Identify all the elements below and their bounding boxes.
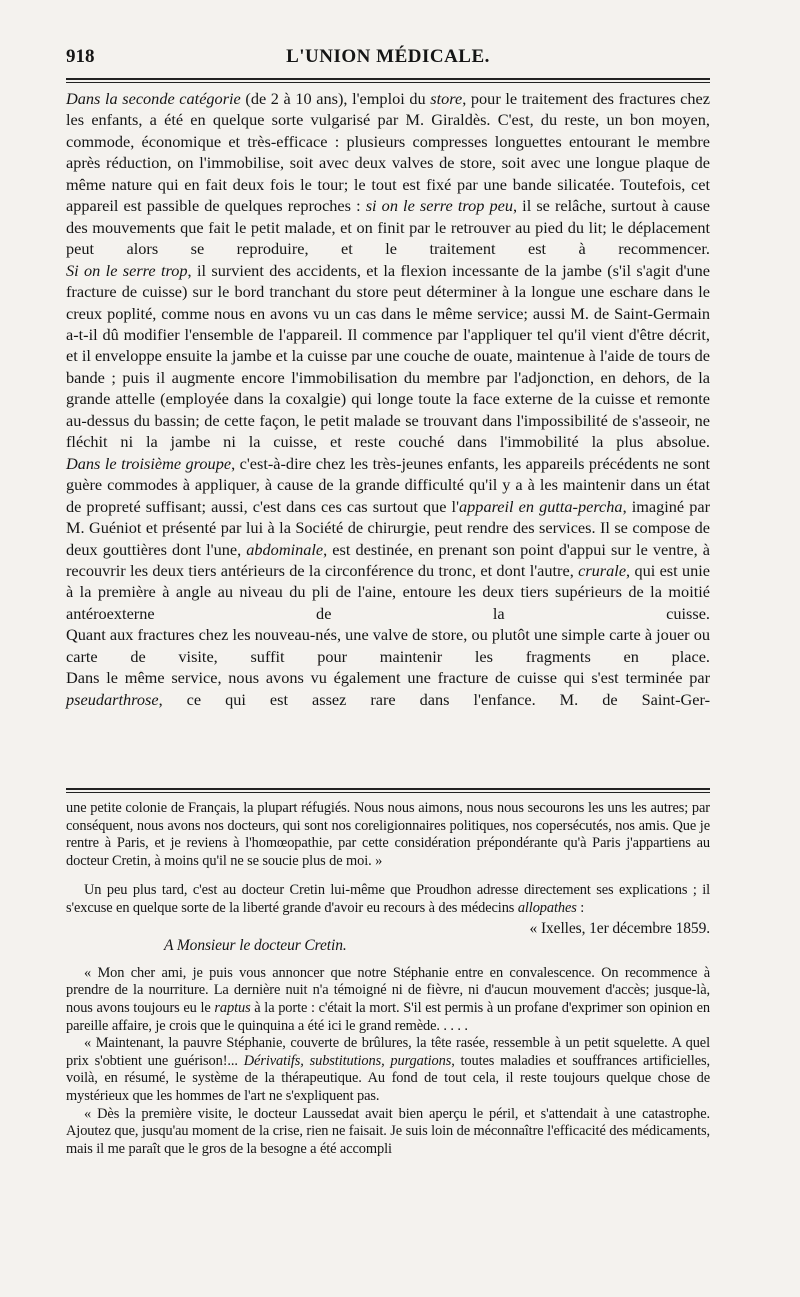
text-run: à la porte : c'était la mort. S'il est permis à un profane d'exprimer son opinion en pareille affaire, je crois que le quinquina a été ici le grand remède. . . . . bbox=[66, 999, 710, 1034]
feuilleton-paragraph bbox=[66, 965, 710, 1035]
letter-date: « Ixelles, 1er décembre 1859. bbox=[529, 919, 710, 937]
text-run: , il se relâche, surtout à cause des mouvements que fait le petit malade, et on finit par le retrouver au pied du lit; le déplacement peut alors se reproduire, et le traitement est à recommencer. bbox=[66, 196, 710, 259]
italic-run: pseudarthrose bbox=[66, 689, 159, 709]
feuilleton-text bbox=[66, 800, 710, 1158]
main-paragraph bbox=[66, 667, 710, 710]
text-run: , pour le traitement des fractures chez les enfants, a été en quelque sorte vulgarisé par M. Giraldès. C'est, du reste, un bon moyen, commode, économique et très-efficace : plusieurs compresses longuettes entourant le membre après réduction, on l'immobilise, soit avec deux valves de store, soit avec une longue plaque de même nature qui en fait deux fois le tour; le tout est fixé par une bande silicatée. Toutefois, cet appareil est passible de quelques reproches : bbox=[66, 89, 710, 216]
italic-run: si on le serre trop peu bbox=[365, 196, 514, 216]
text-run: , toutes maladies et souffrances artificielles, voilà, en résumé, le système de la thérapeutique. Au fond de tout cela, il reste toujours quelque chose de mystérieux que les hommes de l'art ne s'expliquent pas. bbox=[66, 1052, 710, 1104]
main-paragraph bbox=[66, 624, 710, 667]
italic-run: Si on le serre trop bbox=[66, 260, 188, 280]
italic-run: raptus bbox=[214, 999, 251, 1016]
text-run: Un peu plus tard, c'est au docteur Cretin lui-même que Proudhon adresse directement ses explications ; il s'excuse en quelque sorte de la liberté grande d'avoir eu recours à des médecins bbox=[66, 882, 710, 916]
italic-run: Dans la seconde catégorie bbox=[66, 89, 241, 108]
text-run: (de 2 à 10 ans), l'emploi du bbox=[240, 89, 431, 108]
letter-address: A Monsieur le docteur Cretin. bbox=[164, 937, 347, 955]
text-run: , est destinée, en prenant son point d'appui sur le ventre, à recouvrir les deux tiers antérieurs de la circonférence du tronc, et dont l'autre, bbox=[66, 539, 710, 580]
text-run: , imaginé par M. Guéniot et présenté par lui à la Société de chirurgie, peut rendre des services. Il se compose de deux gouttières dont l'une, bbox=[66, 496, 711, 559]
text-run: , qui est unie à la première à angle au niveau du pli de l'aine, entoure les deux tiers supérieurs de la moitié antéroexterne de la cuisse. bbox=[66, 560, 711, 623]
italic-run: appareil en gutta-percha bbox=[459, 496, 623, 516]
text-run: , il survient des accidents, et la flexion incessante de la jambe (s'il s'agit d'une fracture de cuisse) sur le bord tranchant du store peut déterminer à la longue une eschare dans le creux poplité, comme nous en avons vu un cas dans le même service; aussi M. de Saint-Germain a-t-il dû modifier l'ensemble de l'appareil. Il commence par l'appliquer tel qu'il vient d'être décrit, et il enveloppe ensuite la jambe et la cuisse par une couche de ouate, maintenue à l'aide de tours de bande ; puis il augmente encore l'immobilisation du membre par l'adjonction, en dehors, de la grande attelle (employée dans la coxalgie) qui longe toute la face externe de la cuisse et remonte au-dessus du bassin; de cette façon, le petit malade se trouvant dans l'impossibilité de s'asseoir, ne fléchit ni la jambe ni la cuisse, et reste couché dans l'immobilité la plus absolue. bbox=[66, 260, 710, 452]
text-run: une petite colonie de Français, la plupart réfugiés. Nous nous aimons, nous nous secourons les uns les autres; par conséquent, nous avons nos docteurs, qui sont nos coreligionnaires politiques, nos copersécutés, nos amis. Que je rentre à Paris, et je reviens à l'homœopathie, par cette considération prépondérante qu'à Paris j'appartiens au docteur Cretin, à moins qu'il ne se soucie plus de moi. » bbox=[66, 800, 710, 869]
text-run: « Mon cher ami, je puis vous annoncer que notre Stéphanie entre en convalescence. On recommence à prendre de la nourriture. La dernière nuit n'a témoigné ni de fièvre, ni d'aucun mouvement d'accès; jusque-là, nous avons toujours eu le bbox=[66, 964, 710, 1016]
running-title: L'UNION MÉDICALE. bbox=[286, 46, 490, 67]
text-run: Dans le même service, nous avons vu également une fracture de cuisse qui s'est terminée par bbox=[66, 668, 710, 688]
main-text bbox=[66, 88, 710, 710]
main-paragraph bbox=[66, 88, 710, 260]
feuilleton-rule-thin bbox=[66, 792, 710, 793]
feuilleton-paragraph bbox=[66, 1106, 710, 1159]
page-number: 918 bbox=[66, 46, 95, 67]
feuilleton-paragraph bbox=[66, 1035, 710, 1105]
text-run: , ce qui est assez rare dans l'enfance. M. de Saint-Ger- bbox=[158, 689, 710, 709]
feuilleton-paragraph bbox=[66, 882, 710, 917]
text-run: , c'est-à-dire chez les très-jeunes enfants, les appareils précédents ne sont guère commodes à appliquer, à cause de la grande difficulté qu'il y a à les maintenir dans un état de propreté suffisant; aussi, c'est dans ces cas surtout que l' bbox=[66, 453, 710, 516]
text-run: « Maintenant, la pauvre Stéphanie, couverte de brûlures, la tête rasée, ressemble à un petit squelette. A quel prix s'obtient une guérison!... bbox=[66, 1035, 710, 1069]
feuilleton-rule bbox=[66, 788, 710, 790]
italic-run: Dans le troisième groupe bbox=[66, 453, 232, 473]
header-rule-thin bbox=[66, 82, 710, 83]
italic-run: abdominale bbox=[246, 539, 324, 559]
text-run: : bbox=[576, 899, 585, 916]
italic-run: store bbox=[430, 89, 463, 108]
italic-run: crurale bbox=[578, 560, 627, 580]
italic-run: Dérivatifs, substitutions, purgations bbox=[243, 1052, 452, 1069]
italic-run: allopathes bbox=[517, 899, 577, 916]
header-rule bbox=[66, 78, 710, 80]
feuilleton-paragraph bbox=[66, 800, 710, 870]
text-run: Quant aux fractures chez les nouveau-nés, une valve de store, ou plutôt une simple carte à jouer ou carte de visite, suffit pour maintenir les fragments en place. bbox=[66, 625, 710, 666]
page-header bbox=[66, 46, 710, 72]
main-paragraph bbox=[66, 453, 710, 625]
main-paragraph bbox=[66, 260, 710, 453]
text-run: « Dès la première visite, le docteur Laussedat avait bien aperçu le péril, et s'attendait à une catastrophe. Ajoutez que, jusqu'au moment de la crise, rien ne faisait. Je suis loin de méconnaître l'efficacité des médicaments, mais il me paraît que le gros de la besogne a été accompli bbox=[66, 1105, 710, 1157]
